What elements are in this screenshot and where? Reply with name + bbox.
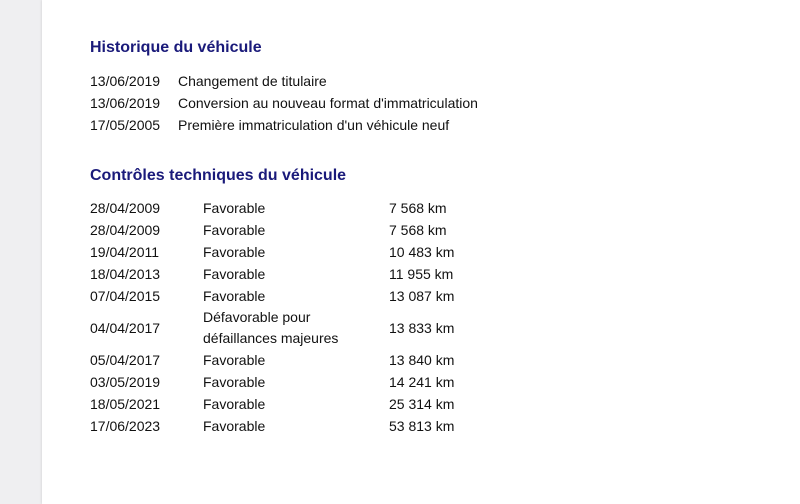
table-row bbox=[90, 285, 690, 307]
historique-date: 13/06/2019 bbox=[90, 95, 161, 111]
ct-km: 14 241 km bbox=[389, 374, 455, 390]
historique-date: 17/05/2005 bbox=[90, 117, 161, 133]
ct-result: Favorable bbox=[203, 417, 266, 434]
ct-result: Favorable bbox=[203, 243, 266, 260]
historique-label: Conversion au nouveau format d'immatriculation bbox=[178, 95, 478, 111]
ct-km: 11 955 km bbox=[389, 266, 454, 282]
ct-result: Favorable bbox=[203, 287, 266, 304]
historique-item bbox=[90, 92, 690, 114]
historique-item bbox=[90, 114, 690, 136]
ct-date: 28/04/2009 bbox=[90, 200, 161, 216]
ct-date: 07/04/2015 bbox=[90, 288, 161, 304]
table-row bbox=[90, 219, 690, 241]
ct-result: Favorable bbox=[203, 395, 266, 412]
ct-km: 13 833 km bbox=[389, 320, 455, 336]
historique-list bbox=[90, 70, 690, 136]
historique-item bbox=[90, 70, 690, 92]
ct-date: 18/04/2013 bbox=[90, 266, 161, 282]
ct-result-line: Défavorable pour bbox=[203, 309, 311, 325]
ct-km: 13 087 km bbox=[389, 288, 455, 304]
ct-km: 13 840 km bbox=[389, 352, 455, 368]
ct-date: 05/04/2017 bbox=[90, 352, 161, 368]
document-page bbox=[42, 0, 800, 504]
table-row bbox=[90, 393, 690, 415]
table-row bbox=[90, 307, 690, 349]
historique-label: Changement de titulaire bbox=[178, 73, 327, 89]
ct-date: 04/04/2017 bbox=[90, 320, 161, 336]
ct-result: Favorable bbox=[203, 265, 266, 282]
ct-result: Favorable bbox=[203, 373, 266, 390]
ct-km: 53 813 km bbox=[389, 418, 455, 434]
ct-km: 10 483 km bbox=[389, 244, 455, 260]
ct-km: 7 568 km bbox=[389, 222, 447, 238]
ct-result: Favorable bbox=[203, 221, 266, 238]
table-row bbox=[90, 241, 690, 263]
historique-title: Historique du véhicule bbox=[90, 39, 262, 56]
historique-date: 13/06/2019 bbox=[90, 73, 161, 89]
viewer-left-gutter bbox=[0, 0, 42, 504]
table-row bbox=[90, 197, 690, 219]
controles-table bbox=[90, 197, 690, 437]
historique-label: Première immatriculation d'un véhicule neuf bbox=[178, 117, 450, 133]
ct-date: 18/05/2021 bbox=[90, 396, 161, 412]
ct-date: 28/04/2009 bbox=[90, 222, 161, 238]
ct-result: Favorable bbox=[203, 351, 266, 368]
ct-result bbox=[203, 307, 389, 349]
table-row bbox=[90, 371, 690, 393]
table-row bbox=[90, 415, 690, 437]
ct-km: 7 568 km bbox=[389, 200, 447, 216]
table-row bbox=[90, 263, 690, 285]
ct-km: 25 314 km bbox=[389, 396, 455, 412]
ct-result-line: défaillances majeures bbox=[203, 330, 339, 346]
table-row bbox=[90, 349, 690, 371]
controles-title: Contrôles techniques du véhicule bbox=[90, 167, 347, 184]
ct-date: 17/06/2023 bbox=[90, 418, 161, 434]
ct-date: 03/05/2019 bbox=[90, 374, 161, 390]
ct-date: 19/04/2011 bbox=[90, 244, 160, 260]
ct-result: Favorable bbox=[203, 199, 266, 216]
